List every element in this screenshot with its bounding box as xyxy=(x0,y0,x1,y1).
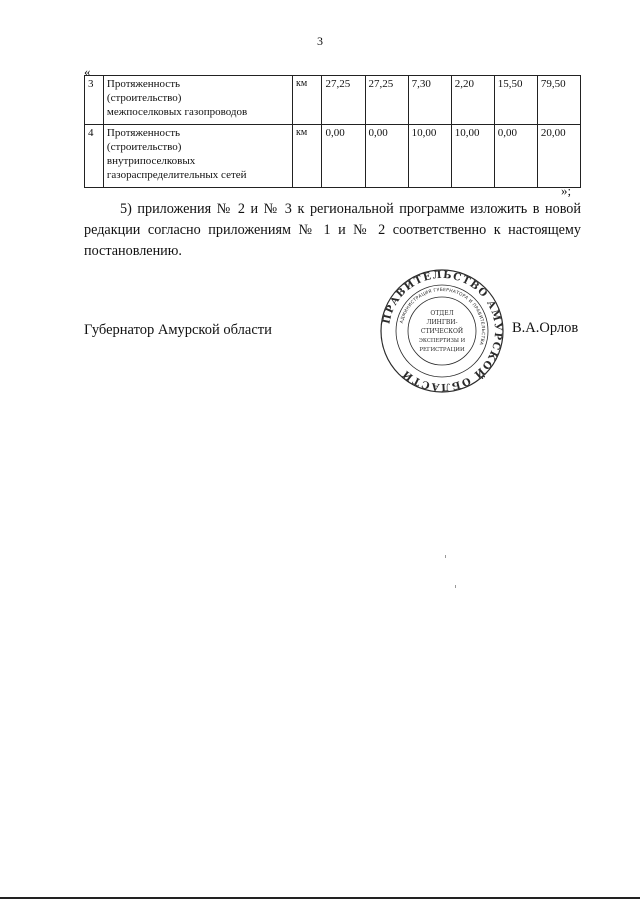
value-cell: 27,25 xyxy=(322,76,365,125)
seal-center-line: ОТДЕЛ xyxy=(430,310,454,317)
indicator-name xyxy=(103,125,292,188)
indicator-name-line: Протяженность xyxy=(106,127,181,139)
signatory-name: В.А.Орлов xyxy=(512,320,579,336)
scan-speck xyxy=(445,555,446,558)
row-number: 4 xyxy=(85,125,104,188)
value-cell: 79,50 xyxy=(537,76,580,125)
value-cell: 10,00 xyxy=(408,125,451,188)
opening-quote: « xyxy=(84,64,91,79)
seal-inner-ring-text: АДМИНИСТРАЦИЯ ГУБЕРНАТОРА И ПРАВИТЕЛЬСТВА xyxy=(399,287,486,346)
value-cell: 20,00 xyxy=(537,125,580,188)
page-number: 3 xyxy=(317,34,323,48)
indicator-name-line: (строительство) xyxy=(106,141,182,153)
value-cell: 0,00 xyxy=(365,125,408,188)
signatory-position: Губернатор Амурской области xyxy=(84,322,272,338)
indicator-table xyxy=(84,75,581,188)
seal-center-line: ЭКСПЕРТИЗЫ И xyxy=(418,338,466,344)
closing-quote: »; xyxy=(561,183,572,198)
value-cell: 27,25 xyxy=(365,76,408,125)
value-cell: 15,50 xyxy=(494,76,537,125)
amendment-paragraph: 5) приложения № 2 и № 3 к региональной программе изложить в новой редакции согласно приложениям № 1 и № 2 соответственно к настоящему постановлению. xyxy=(84,201,581,259)
value-cell: 0,00 xyxy=(322,125,365,188)
table-row xyxy=(85,125,581,188)
table-row xyxy=(85,76,581,125)
row-number: 3 xyxy=(85,76,104,125)
seal-center-line: СТИЧЕСКОЙ xyxy=(420,328,464,335)
seal-center-line: ЛИНГВИ- xyxy=(426,319,458,326)
seal-outer-text: ПРАВИТЕЛЬСТВО АМУРСКОЙ ОБЛАСТИ xyxy=(381,269,504,393)
scan-speck xyxy=(455,585,456,588)
value-cell: 10,00 xyxy=(451,125,494,188)
indicator-name-line: (строительство) xyxy=(106,92,182,104)
indicator-name xyxy=(103,76,292,125)
indicator-name-line: Протяженность xyxy=(106,78,181,90)
unit-cell: км xyxy=(293,76,322,125)
scan-bottom-edge xyxy=(0,897,640,899)
value-cell: 7,30 xyxy=(408,76,451,125)
official-seal xyxy=(379,268,505,394)
indicator-name-line: внутрипоселковых xyxy=(106,155,196,167)
value-cell: 2,20 xyxy=(451,76,494,125)
unit-cell: км xyxy=(293,125,322,188)
value-cell: 0,00 xyxy=(494,125,537,188)
indicator-name-line: межпоселковых газопроводов xyxy=(106,106,248,118)
indicator-name-line: газораспределительных сетей xyxy=(106,169,247,181)
seal-center-line: РЕГИСТРАЦИИ xyxy=(419,347,465,353)
